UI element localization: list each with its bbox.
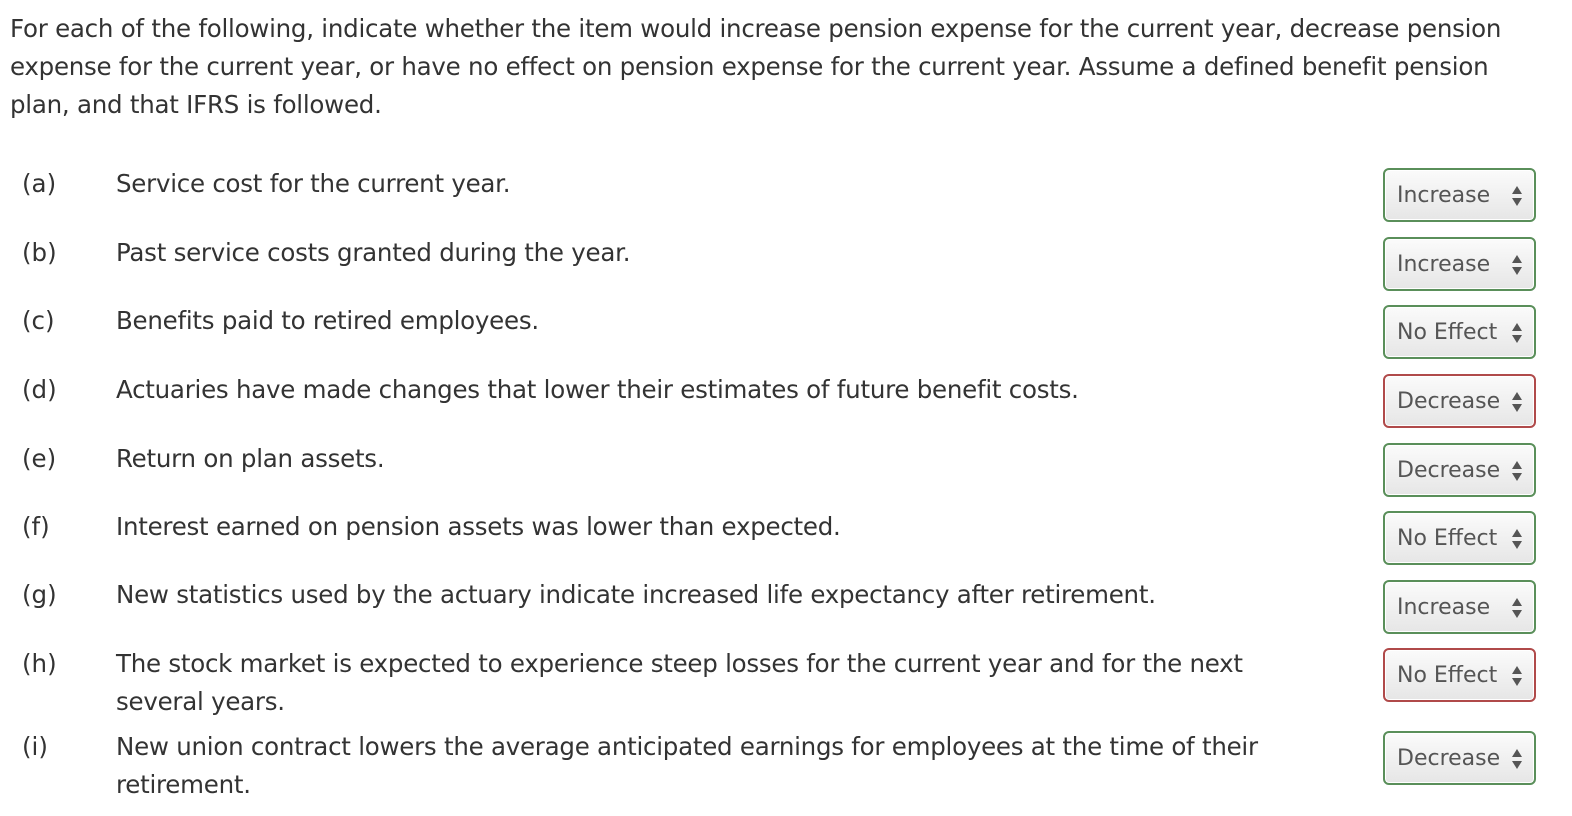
up-down-caret-icon xyxy=(1512,458,1522,484)
answer-select-e[interactable] xyxy=(1383,443,1536,497)
select-value: No Effect xyxy=(1397,320,1498,345)
up-down-caret-icon xyxy=(1512,183,1522,209)
item-text: Service cost for the current year. xyxy=(116,169,511,198)
item-letter: (i) xyxy=(22,732,48,761)
item-letter: (a) xyxy=(22,169,57,198)
item-letter: (e) xyxy=(22,444,57,473)
up-down-caret-icon xyxy=(1512,389,1522,415)
select-value: Decrease xyxy=(1397,458,1501,483)
up-down-caret-icon xyxy=(1512,252,1522,278)
answer-select-h[interactable] xyxy=(1383,648,1536,702)
select-value: Increase xyxy=(1397,252,1491,277)
answer-select-d[interactable] xyxy=(1383,374,1536,428)
item-letter: (c) xyxy=(22,306,55,335)
item-text: Return on plan assets. xyxy=(116,444,385,473)
select-value: No Effect xyxy=(1397,663,1498,688)
item-text: Actuaries have made changes that lower their estimates of future benefit costs. xyxy=(116,375,1079,404)
item-text: Past service costs granted during the year. xyxy=(116,238,631,267)
up-down-caret-icon xyxy=(1512,663,1522,689)
select-value: Increase xyxy=(1397,595,1491,620)
item-text: Benefits paid to retired employees. xyxy=(116,306,539,335)
answer-select-g[interactable] xyxy=(1383,580,1536,634)
up-down-caret-icon xyxy=(1512,320,1522,346)
select-value: Decrease xyxy=(1397,389,1501,414)
question-instructions: For each of the following, indicate whether the item would increase pension expense for the current year, decrease pension expense for the current year, or have no effect on pension expense for the current year. Assume a defined benefit pension plan, and that IFRS is followed. xyxy=(10,14,1502,119)
select-value: Increase xyxy=(1397,183,1491,208)
answer-select-b[interactable] xyxy=(1383,237,1536,291)
up-down-caret-icon xyxy=(1512,595,1522,621)
up-down-caret-icon xyxy=(1512,746,1522,772)
item-text: Interest earned on pension assets was lower than expected. xyxy=(116,512,841,541)
item-letter: (d) xyxy=(22,375,57,404)
item-letter: (f) xyxy=(22,512,50,541)
select-value: No Effect xyxy=(1397,526,1498,551)
select-value: Decrease xyxy=(1397,746,1501,771)
answer-select-f[interactable] xyxy=(1383,511,1536,565)
item-letter: (b) xyxy=(22,238,57,267)
item-text: The stock market is expected to experience steep losses for the current year and for the next several years. xyxy=(116,649,1243,716)
answer-select-a[interactable] xyxy=(1383,168,1536,222)
item-text: New union contract lowers the average anticipated earnings for employees at the time of their retirement. xyxy=(116,732,1258,799)
up-down-caret-icon xyxy=(1512,526,1522,552)
answer-select-c[interactable] xyxy=(1383,305,1536,359)
item-letter: (g) xyxy=(22,580,57,609)
answer-select-i[interactable] xyxy=(1383,731,1536,785)
item-text: New statistics used by the actuary indicate increased life expectancy after retirement. xyxy=(116,580,1156,609)
item-letter: (h) xyxy=(22,649,57,678)
